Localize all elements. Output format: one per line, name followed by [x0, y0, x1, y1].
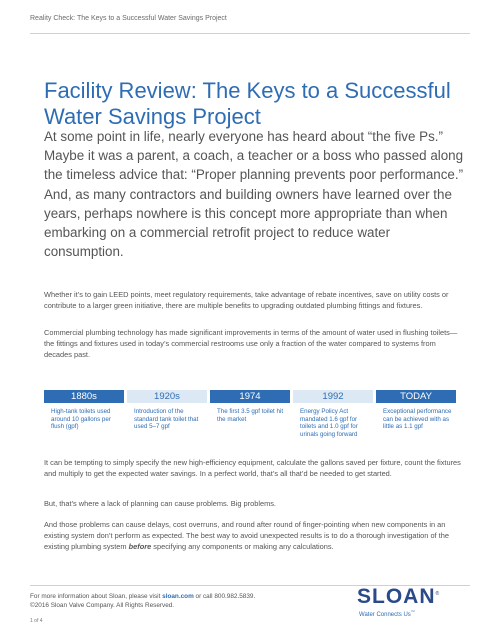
logo-wordmark: [357, 583, 462, 608]
timeline-year-label: 1920s: [127, 390, 207, 403]
sloan-logo: [357, 583, 462, 618]
header-divider: [30, 33, 470, 34]
copyright: ©2016 Sloan Valve Company. All Rights Reserved.: [30, 602, 175, 609]
footer-info: [30, 592, 255, 610]
body-paragraph-benefits: Whether it’s to gain LEED points, meet regulatory requirements, take advantage of rebate incentives, save on utility costs or contribute to a larger green initiative, there are multiple benefits to upgrading outdated plumbing fittings and fixtures.: [44, 290, 449, 310]
contact-line: [30, 592, 255, 601]
logo-wordmark-text: SLOAN: [357, 585, 436, 608]
tagline-trademark: ™: [410, 609, 415, 614]
timeline-year-label: 1880s: [44, 390, 124, 403]
running-header: Reality Check: The Keys to a Successful Water Savings Project: [30, 15, 227, 22]
phone-number: 800.982.5839: [214, 593, 254, 600]
page-title: Facility Review: The Keys to a Successful Water Savings Project: [44, 77, 451, 129]
contact-text: For more information about Sloan, please visit: [30, 593, 163, 600]
paragraph-text: specifying any components or making any calculations.: [151, 541, 334, 551]
emphasis-before: before: [128, 541, 152, 551]
lead-paragraph: At some point in life, nearly everyone has heard about “the five Ps.” Maybe it was a parent, a coach, a teacher or a boss who passed along the timeless advice that: “Proper planning prevents poor performance.” And, as many contractors and building owners have learned over the years, perhaps nowhere is this concept more appropriate than when embarking on a commercial retrofit project to reduce water consumption.: [44, 129, 464, 260]
body-paragraph-problems: But, that’s where a lack of planning can cause problems. Big problems.: [44, 499, 276, 508]
timeline-description: Introduction of the standard tank toilet that used 5–7 gpf: [134, 408, 199, 431]
paragraph-text: And those problems can cause delays, cost overruns, and round after round of finger-pointing when new components in an existing system don’t perform as expected. The best way to avoid unexpected results is to do a thorough investigation of the existing plumbing system: [44, 520, 449, 551]
timeline-entry-1880s: [44, 390, 124, 431]
page-number: 1 of 4: [30, 618, 43, 624]
timeline-entry-1992: [293, 390, 373, 438]
trademark-symbol: ®: [435, 591, 441, 597]
website-link[interactable]: sloan.com: [162, 593, 194, 600]
timeline-description: High-tank toilets used around 10 gallons per flush (gpf): [51, 408, 111, 431]
body-paragraph-temptation: It can be tempting to simply specify the new high-efficiency equipment, calculate the gallons saved per fixture, count the fixtures and multiply to get the expected water savings. In a perfect world, that’s all that’d be needed to get started.: [44, 458, 461, 478]
body-paragraph-investigation: [44, 520, 464, 552]
contact-text: or call: [193, 593, 215, 600]
body-paragraph-technology: Commercial plumbing technology has made significant improvements in terms of the amount of water used in flushing toilets—the fittings and fixtures used in today’s commercial restrooms use only a fraction of the water compared to systems from decades past.: [44, 328, 458, 359]
water-usage-timeline: [44, 390, 456, 442]
timeline-entry-1920s: [127, 390, 207, 431]
timeline-description: Exceptional performance can be achieved with as little as 1.1 gpf: [383, 408, 452, 431]
timeline-year-label: TODAY: [376, 390, 456, 403]
contact-text: .: [253, 593, 256, 600]
timeline-year-label: 1992: [293, 390, 373, 403]
timeline-description: The first 3.5 gpf toilet hit the market: [217, 408, 284, 423]
timeline-description: Energy Policy Act mandated 1.6 gpf for toilets and 1.0 gpf for urinals going forward: [300, 408, 358, 438]
logo-tagline: [359, 608, 462, 619]
timeline-entry-1974: [210, 390, 290, 423]
logo-tagline-text: Water Connects Us: [359, 612, 411, 618]
timeline-year-label: 1974: [210, 390, 290, 403]
timeline-entry-today: [376, 390, 456, 431]
